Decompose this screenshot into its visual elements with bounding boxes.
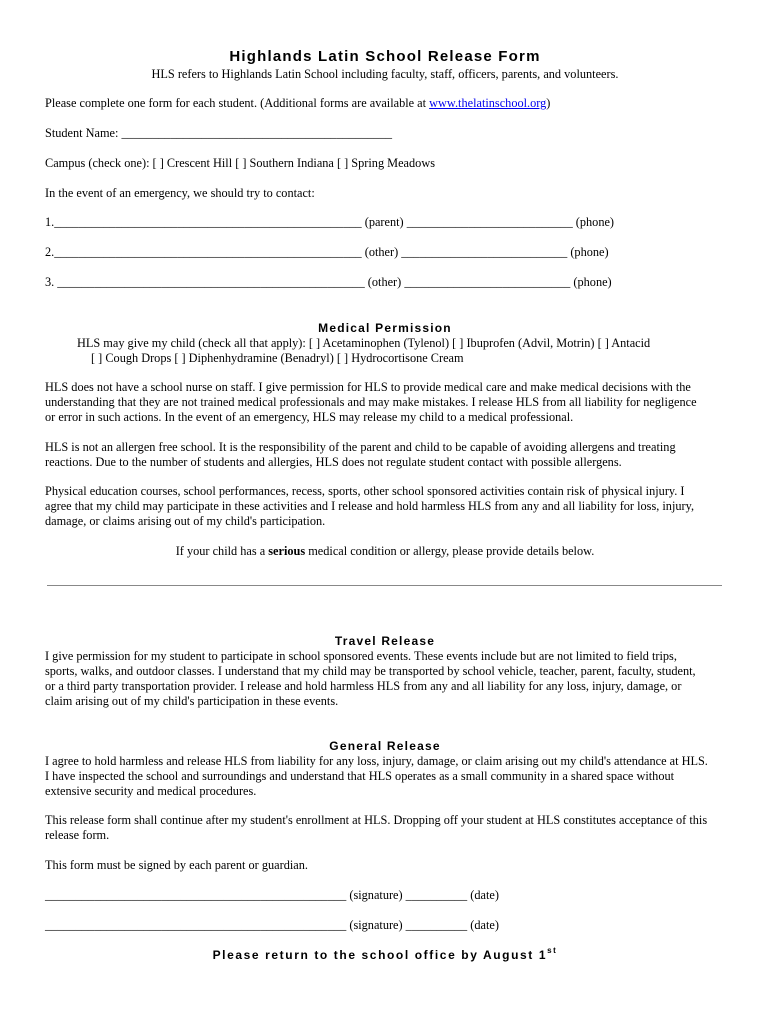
paragraph-line: I have inspected the school and surroundings and understand that HLS operates as a small community in a shared space without	[45, 769, 675, 783]
note-emphasis: serious	[268, 544, 306, 558]
paragraph-line: HLS is not an allergen free school. It is the responsibility of the parent and child to be capable of avoiding allergens and treating	[45, 440, 676, 454]
general-release-heading: General Release	[329, 739, 441, 753]
paragraph-line: or error in such actions. In the event of an emergency, HLS may release my child to a medical professional.	[45, 410, 574, 424]
paragraph-line: Physical education courses, school performances, recess, sports, other school sponsored activities contain risk of physical injury. I	[45, 484, 685, 498]
instruction-prefix: Please complete one form for each student. (Additional forms are available at	[45, 96, 430, 110]
paragraph-line: This release form shall continue after my student's enrollment at HLS. Dropping off your student at HLS constitutes acceptance of this	[45, 813, 708, 827]
return-deadline-text: Please return to the school office by August 1	[212, 948, 548, 962]
paragraph-line: or a third party transportation provider. I release and hold harmless HLS from any and all liability for any loss, injury, damage, or	[45, 679, 682, 693]
signature-line-2[interactable]: _________________________________________________ (signature) __________ (date)	[45, 918, 499, 932]
instruction-suffix: )	[546, 96, 551, 110]
emergency-contact-2[interactable]: 2.__________________________________________________ (other) ___________________________ (phone)	[45, 245, 609, 259]
emergency-contact-1[interactable]: 1.__________________________________________________ (parent) ___________________________ (phone)	[45, 215, 615, 229]
emergency-intro: In the event of an emergency, we should try to contact:	[45, 186, 315, 200]
note-prefix: If your child has a	[175, 544, 269, 558]
form-subtitle: HLS refers to Highlands Latin School including faculty, staff, officers, parents, and volunteers.	[151, 67, 619, 81]
paragraph-line: I give permission for my student to participate in school sponsored events. These events include but are not limited to field trips,	[45, 649, 677, 663]
school-website-link[interactable]: www.thelatinschool.org	[429, 96, 547, 110]
return-deadline-ordinal: st	[547, 946, 558, 955]
signature-line-1[interactable]: _________________________________________________ (signature) __________ (date)	[45, 888, 499, 902]
paragraph-line: understanding that they are not trained medical professionals and may make mistakes. I release HLS from all liability for negligence	[45, 395, 697, 409]
medical-care-paragraph	[45, 380, 725, 425]
paragraph-line: claim arising out of my child's participation in these events.	[45, 694, 339, 708]
paragraph-line: HLS does not have a school nurse on staff. I give permission for HLS to provide medical care and make medical decisions with the	[45, 380, 691, 394]
travel-release-paragraph	[45, 649, 725, 709]
paragraph-line: extensive security and medical procedures.	[45, 784, 257, 798]
note-suffix: medical condition or allergy, please provide details below.	[305, 544, 595, 558]
form-title: Highlands Latin School Release Form	[229, 48, 541, 65]
medical-details-line[interactable]	[47, 585, 722, 586]
medication-options-line-2[interactable]: [ ] Cough Drops [ ] Diphenhydramine (Benadryl) [ ] Hydrocortisone Cream	[91, 351, 464, 365]
paragraph-line: I agree to hold harmless and release HLS from liability for any loss, injury, damage, or claim arising out my child's attendance at HLS.	[45, 754, 708, 768]
travel-release-heading: Travel Release	[334, 634, 436, 648]
paragraph-line: reactions. Due to the number of students and allergies, HLS does not regulate student contact with possible allergens.	[45, 455, 622, 469]
general-release-paragraph	[45, 754, 725, 799]
student-name-field[interactable]: Student Name: ____________________________________________	[45, 126, 393, 140]
return-deadline	[0, 948, 770, 962]
physical-activity-paragraph	[45, 484, 725, 529]
paragraph-line: release form.	[45, 828, 110, 842]
signature-instruction: This form must be signed by each parent or guardian.	[45, 858, 308, 872]
emergency-contact-3[interactable]: 3. __________________________________________________ (other) ___________________________ (phone)	[45, 275, 612, 289]
paragraph-line: damage, or claims arising out of my child's participation.	[45, 514, 326, 528]
enrollment-continuation-paragraph	[45, 813, 725, 843]
allergen-paragraph	[45, 440, 725, 470]
paragraph-line: sports, walks, and outdoor classes. I understand that my child may be transported by school vehicle, teacher, parent, faculty, student,	[45, 664, 696, 678]
paragraph-line: agree that my child may participate in these activities and I release and hold harmless HLS from any and all liability for loss, injury,	[45, 499, 695, 513]
medication-options-line-1[interactable]: HLS may give my child (check all that apply): [ ] Acetaminophen (Tylenol) [ ] Ibuprofen (Advil, Motrin) [ ] Antacid	[77, 336, 651, 350]
instruction-line	[45, 96, 550, 111]
serious-condition-note	[0, 544, 770, 559]
campus-select-line[interactable]: Campus (check one): [ ] Crescent Hill [ ] Southern Indiana [ ] Spring Meadows	[45, 156, 435, 170]
medical-permission-heading: Medical Permission	[318, 321, 452, 335]
